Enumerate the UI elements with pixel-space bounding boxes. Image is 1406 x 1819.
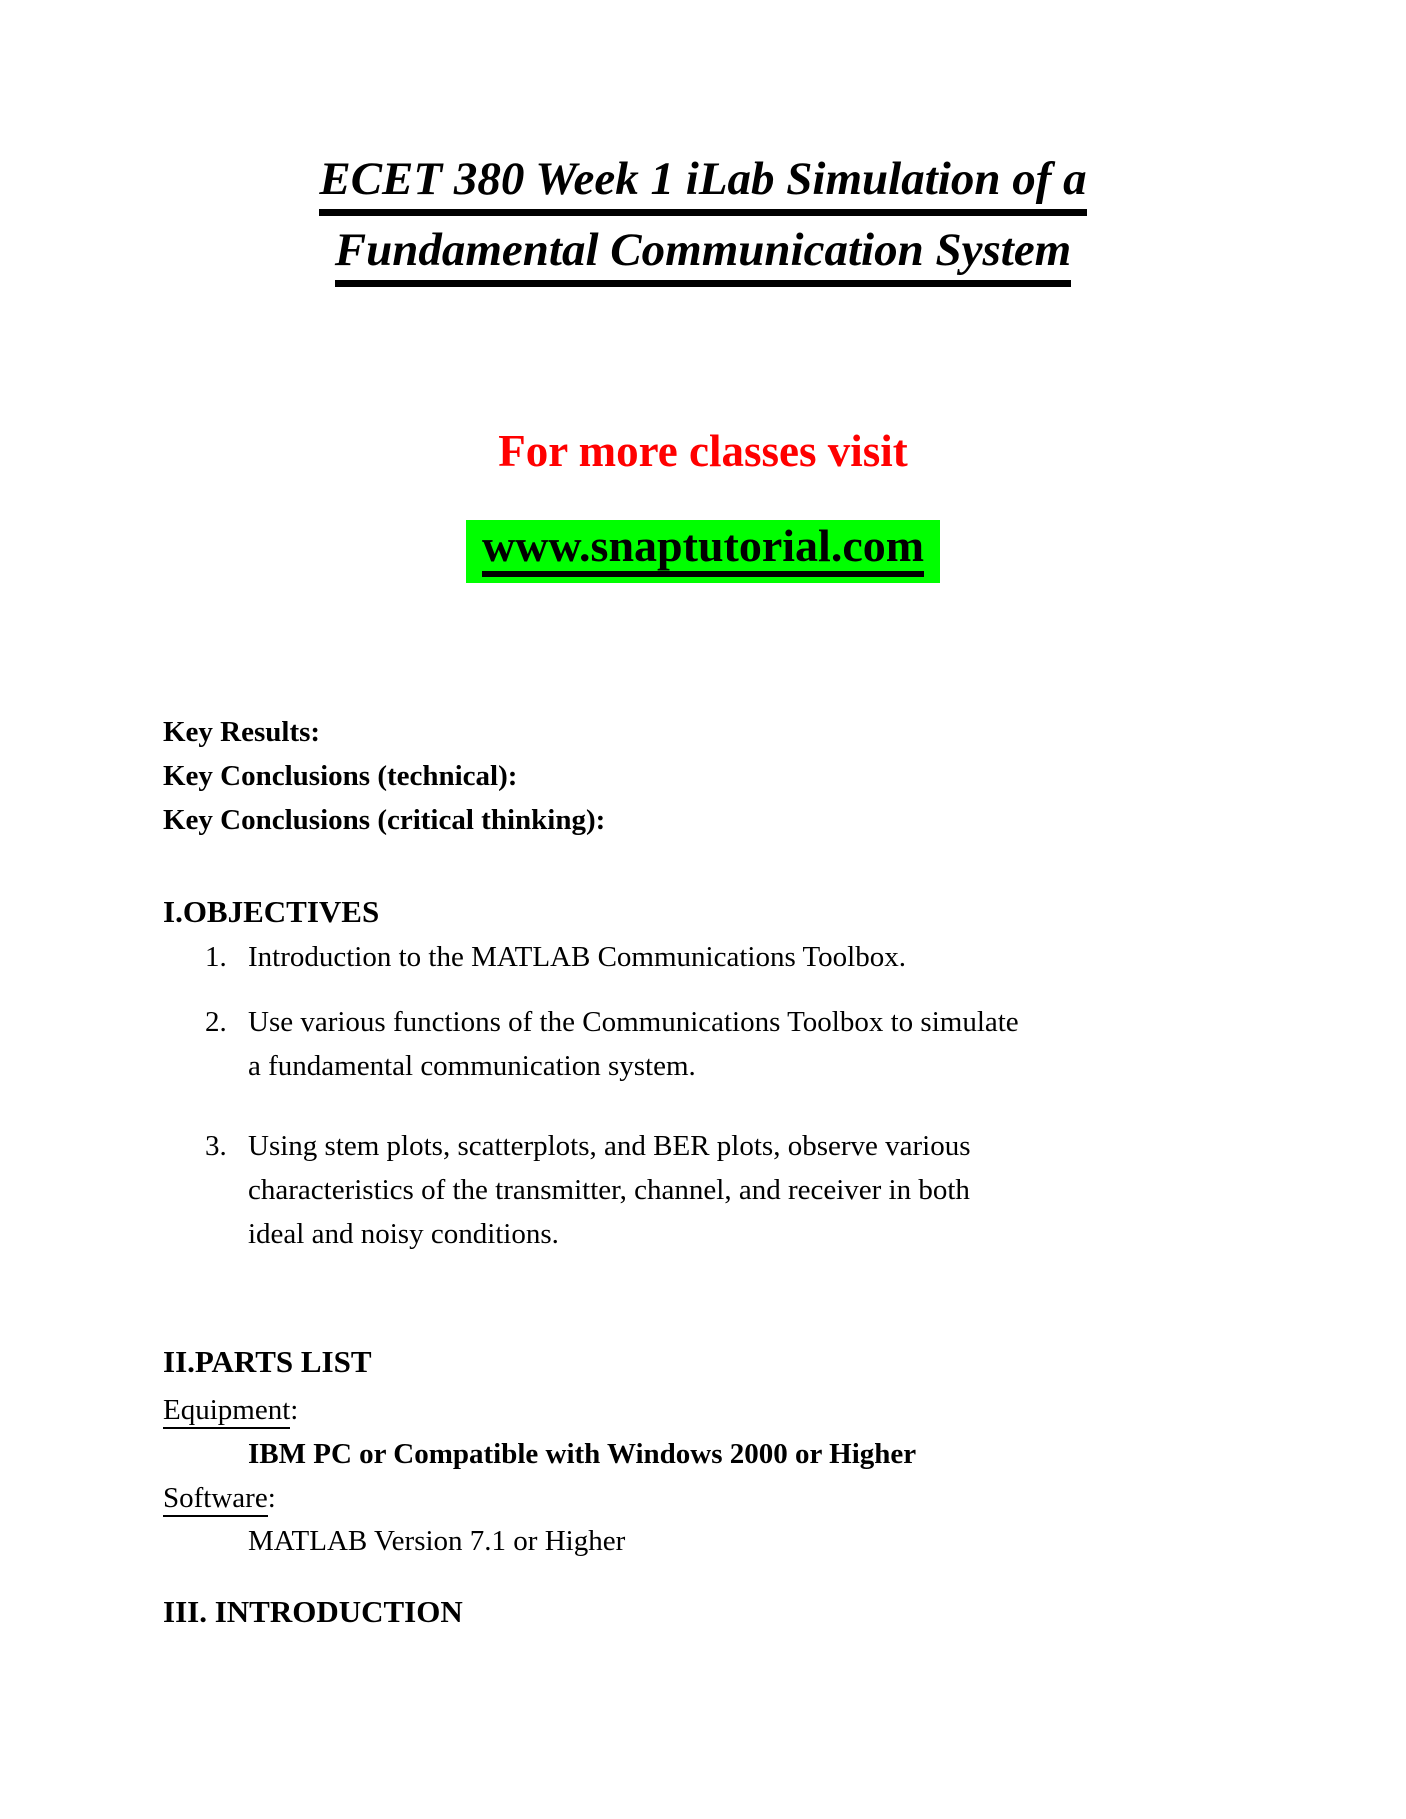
title-row-1	[0, 152, 1406, 216]
equipment-label-line	[163, 1388, 298, 1432]
objective-item-3	[205, 1124, 971, 1256]
software-value: MATLAB Version 7.1 or Higher	[248, 1525, 626, 1557]
objective-3-text-line-3: ideal and noisy conditions.	[248, 1218, 559, 1250]
title-row-2	[0, 223, 1406, 287]
title-line-2: Fundamental Communication System	[335, 223, 1072, 287]
objective-3-text-line-1: Using stem plots, scatterplots, and BER plots, observe various	[248, 1130, 971, 1162]
snaptutorial-link-text: www.snaptutorial.com	[482, 522, 924, 577]
objective-item-1	[205, 935, 906, 979]
objectives-heading: I.OBJECTIVES	[163, 894, 380, 929]
snaptutorial-link[interactable]	[466, 520, 940, 583]
software-label: Software	[163, 1482, 268, 1517]
objective-3-number: 3.	[205, 1130, 227, 1162]
title-line-1: ECET 380 Week 1 iLab Simulation of a	[319, 152, 1086, 216]
objective-2-text-line-2: a fundamental communication system.	[248, 1050, 696, 1082]
promo-heading: For more classes visit	[498, 426, 908, 476]
software-label-line	[163, 1476, 276, 1520]
key-summary-block	[163, 710, 605, 842]
objective-2-text-line-1: Use various functions of the Communications Toolbox to simulate	[248, 1006, 1019, 1038]
key-results-label: Key Results:	[163, 716, 321, 748]
document-title	[0, 152, 1406, 287]
key-conclusions-critical-label: Key Conclusions (critical thinking):	[163, 804, 606, 836]
objective-2-number: 2.	[205, 1006, 227, 1038]
equipment-value: IBM PC or Compatible with Windows 2000 or Higher	[248, 1438, 917, 1470]
objective-3-text-line-2: characteristics of the transmitter, channel, and receiver in both	[248, 1174, 970, 1206]
equipment-label: Equipment	[163, 1394, 290, 1429]
promo-link-row	[0, 520, 1406, 583]
equipment-colon: :	[290, 1394, 299, 1426]
key-conclusions-technical-label: Key Conclusions (technical):	[163, 760, 518, 792]
objective-1-text: Introduction to the MATLAB Communications Toolbox.	[248, 941, 906, 973]
introduction-heading: III. INTRODUCTION	[163, 1594, 463, 1629]
objective-item-2	[205, 1000, 1019, 1088]
software-colon: :	[267, 1482, 276, 1514]
objective-1-number: 1.	[205, 941, 227, 973]
parts-list-heading: II.PARTS LIST	[163, 1344, 372, 1379]
